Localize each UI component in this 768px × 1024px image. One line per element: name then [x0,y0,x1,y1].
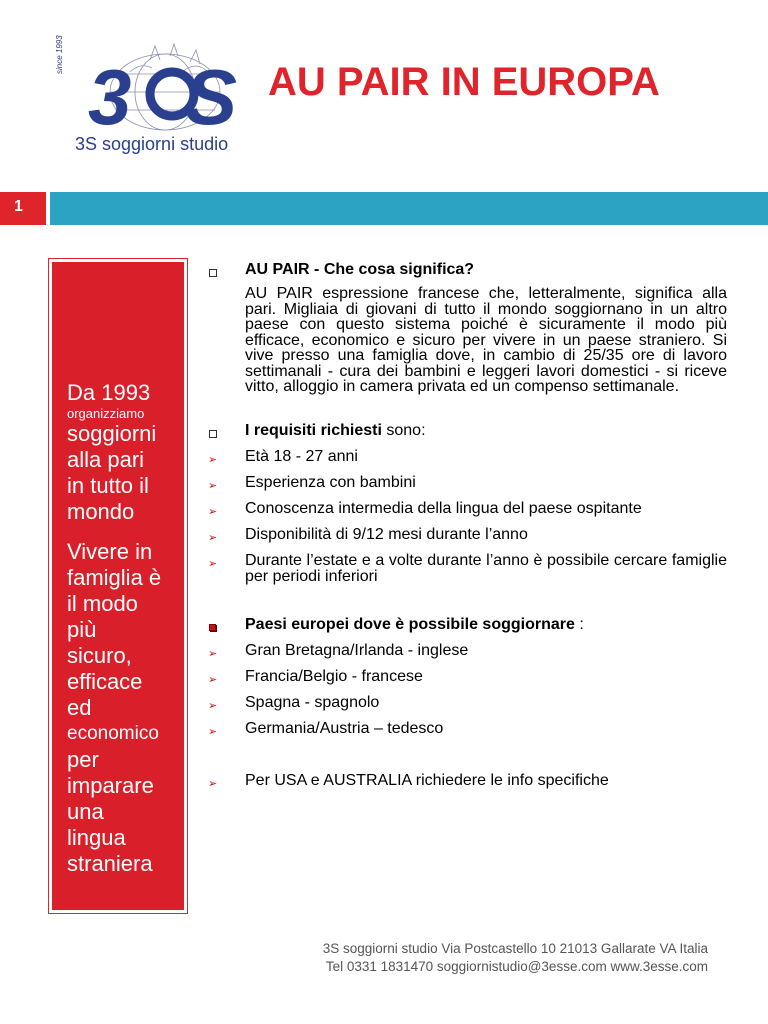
sidebar-line: alla pari [67,447,145,472]
main-content [205,262,727,789]
sidebar-line: famiglia è [67,565,162,590]
list-item-text: Per USA e AUSTRALIA richiedere le info specifiche [245,771,609,789]
section-heading-suffix: : [574,615,584,633]
arrow-bullet-icon: ➢ [208,725,218,738]
list-item [205,695,727,711]
arrow-bullet-icon: ➢ [208,673,218,686]
svg-text:3: 3 [88,53,132,141]
footer-contacts: Tel 0331 1831470 soggiornistudio@3esse.com www.3esse.com [325,959,708,974]
section-requirements [205,423,727,439]
arrow-bullet-icon: ➢ [208,647,218,660]
list-item [205,449,727,465]
sidebar-line: una [67,799,104,824]
svg-text:S: S [185,53,238,141]
square-bullet-icon [209,430,217,438]
list-item-text: Gran Bretagna/Irlanda - inglese [245,641,469,659]
list-item [205,527,727,543]
arrow-bullet-icon: ➢ [208,557,218,570]
sidebar-line: sicuro, [67,643,132,668]
header-bar [50,192,768,225]
list-item-text: Esperienza con bambini [245,473,416,491]
company-logo [55,36,245,161]
section-body: AU PAIR espressione francese che, letteralmente, significa alla pari. Migliaia di giovani di tutto il mondo soggiornano in un altro paese con questo sistema poiché è sicuramente il modo più efficace, economico e sicuro per vivere in un paese straniero. Si vive presso una famiglia dove, in cambio di 25/35 ore di lavoro settimanali - cura dei bambini e leggeri lavori domestici - si riceve vitto, alloggio in camera privata ed un compenso settimanale. [245,285,727,395]
list-item-text: Spagna - spagnolo [245,693,380,711]
arrow-bullet-icon: ➢ [208,777,218,790]
sidebar-line: il modo [67,591,138,616]
list-item [205,773,727,789]
arrow-bullet-icon: ➢ [208,505,218,518]
list-item [205,553,727,585]
arrow-bullet-icon: ➢ [208,453,218,466]
section-heading-suffix: sono: [381,421,426,439]
section-countries [205,617,727,633]
list-item [205,721,727,737]
footer-address: 3S soggiorni studio Via Postcastello 10 21013 Gallarate VA Italia [322,941,708,956]
section-heading: Paesi europei dove è possibile soggiornare [245,615,575,633]
sidebar-line: imparare [67,773,154,798]
filled-square-bullet-icon [209,624,216,631]
page-title: AU PAIR IN EUROPA [268,60,660,104]
section-heading: AU PAIR - Che cosa significa? [245,261,475,278]
sidebar-line: ed [67,695,92,720]
list-item-text: Durante l’estate e a volte durante l’anno è possibile cercare famiglie per periodi inferiori [245,551,727,585]
square-bullet-icon [209,269,217,277]
sidebar-line: Da 1993 [67,380,151,405]
section-heading: I requisiti richiesti [245,421,382,439]
page-number-box [0,192,46,225]
logo-3s-mark [70,42,250,142]
list-item [205,501,727,517]
section-au-pair [205,262,727,395]
arrow-bullet-icon: ➢ [208,479,218,492]
list-item-text: Conoscenza intermedia della lingua del paese ospitante [245,499,642,517]
list-item-text: Germania/Austria – tedesco [245,719,444,737]
page-number: 1 [14,198,23,215]
sidebar-line: organizziamo [67,406,145,421]
sidebar-line: lingua [67,825,126,850]
sidebar-line: efficace [67,669,143,694]
sidebar-line: in tutto il [67,473,149,498]
list-item-text: Francia/Belgio - francese [245,667,423,685]
logo-since-text: since 1993 [55,35,64,74]
list-item [205,669,727,685]
list-item-text: Disponibilità di 9/12 mesi durante l’anno [245,525,528,543]
sidebar-line: mondo [67,499,135,524]
sidebar-line: soggiorni [67,421,157,446]
sidebar-inner [52,262,184,910]
logo-company-name: 3S soggiorni studio [75,134,229,154]
sidebar-line: straniera [67,851,153,876]
sidebar-line: economico [67,723,159,744]
sidebar-line: per [67,747,99,772]
arrow-bullet-icon: ➢ [208,531,218,544]
sidebar-line: più [67,617,97,642]
list-item [205,475,727,491]
list-item-text: Età 18 - 27 anni [245,447,358,465]
list-item [205,643,727,659]
footer [268,940,708,976]
sidebar-panel [48,258,188,914]
arrow-bullet-icon: ➢ [208,699,218,712]
sidebar-line: Vivere in [67,539,153,564]
